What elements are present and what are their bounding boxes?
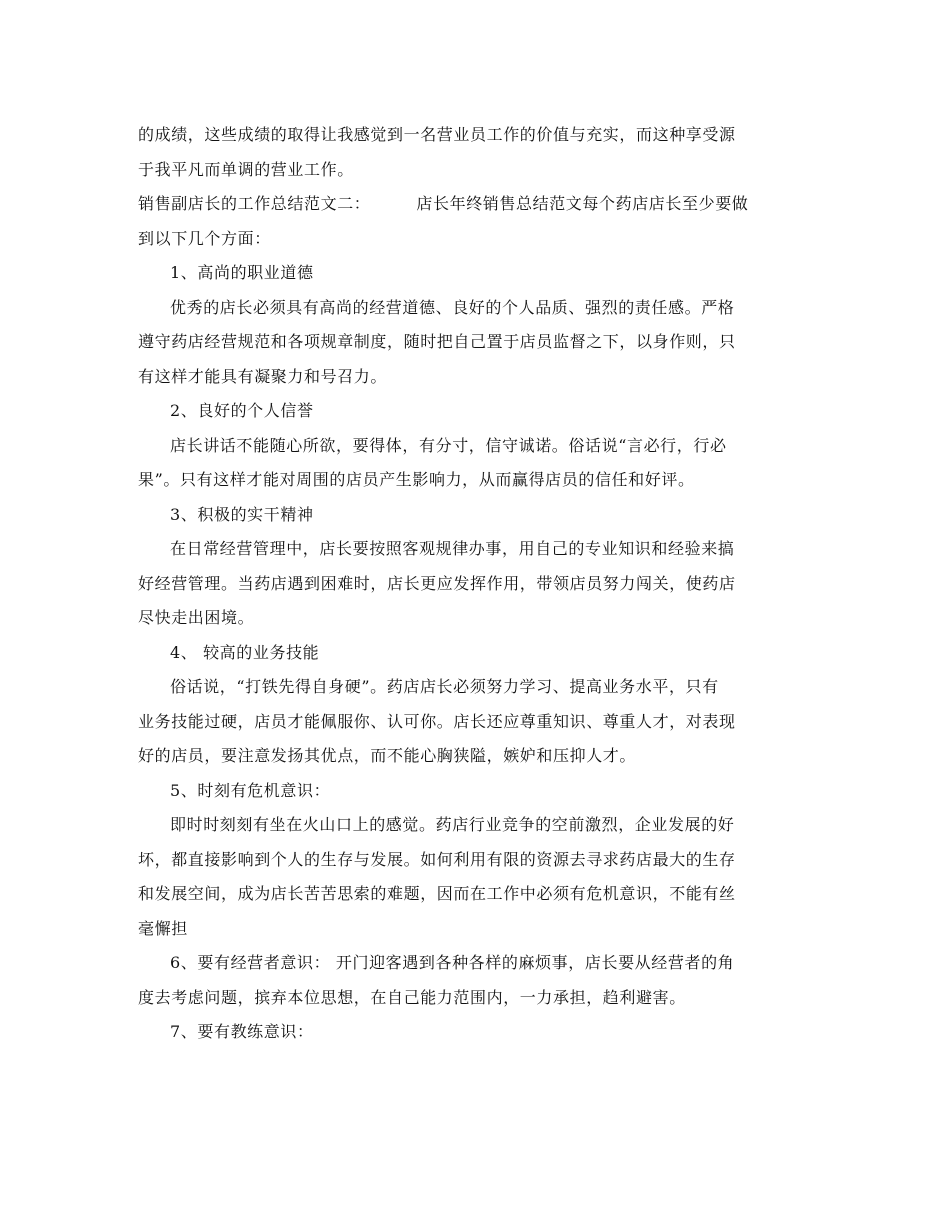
text-line-with-gap <box>138 187 818 222</box>
text-line: 遵守药店经营规范和各项规章制度，随时把自己置于店员监督之下，以身作则，只 <box>138 332 736 351</box>
text-line: 毫懈担 <box>138 918 188 938</box>
text-line: 店长讲话不能随心所欲，要得体，有分寸，信守诚诺。俗话说“言必行，行必 <box>170 435 727 455</box>
section-heading: 销售副店长的工作总结范文二： <box>138 194 371 213</box>
text-line: 有这样才能具有凝聚力和号召力。 <box>138 366 388 386</box>
text-line: 于我平凡而单调的营业工作。 <box>138 159 354 179</box>
text-line: 优秀的店长必须具有高尚的经营道德、良好的个人品质、强烈的责任感。严格 <box>170 297 735 317</box>
text-line: 尽快走出困境。 <box>138 608 255 627</box>
text-line: 俗话说，“打铁先得自身硬”。药店店长必须努力学习、提高业务水平，只有 <box>170 677 719 696</box>
text-line: 业务技能过硬，店员才能佩服你、认可你。店长还应尊重知识、尊重人才，对表现 <box>138 711 736 731</box>
list-item-heading: 7、要有教练意识： <box>170 1022 314 1041</box>
list-item-heading: 4、 较高的业务技能 <box>170 642 320 662</box>
text-line: 坏，都直接影响到个人的生存与发展。如何利用有限的资源去寻求药店最大的生存 <box>138 849 736 869</box>
list-item-heading: 5、时刻有危机意识： <box>170 780 331 800</box>
text-line: 好的店员，要注意发扬其优点，而不能心胸狭隘，嫉妒和压抑人才。 <box>138 746 637 765</box>
list-item-heading: 6、要有经营者意识： 开门迎客遇到各种各样的麻烦事，店长要从经营者的角 <box>170 953 735 972</box>
text-line: 的成绩，这些成绩的取得让我感觉到一名营业员工作的价值与充实，而这种享受源 <box>138 125 736 144</box>
list-item-heading: 1、高尚的职业道德 <box>170 263 314 282</box>
text-fragment: 店长年终销售总结范文每个药店店长至少要做 <box>416 194 749 213</box>
text-line: 到以下几个方面： <box>138 228 271 248</box>
text-line: 度去考虑问题，摈弃本位思想，在自己能力范围内，一力承担，趋利避害。 <box>138 987 686 1007</box>
text-line: 果”。只有这样才能对周围的店员产生影响力，从而赢得店员的信任和好评。 <box>138 470 695 489</box>
text-line: 和发展空间，成为店长苦苦思索的难题，因而在工作中必须有危机意识，不能有丝 <box>138 884 736 903</box>
list-item-heading: 3、积极的实干精神 <box>170 504 314 524</box>
document-page <box>138 118 818 1050</box>
list-item-heading: 2、良好的个人信誉 <box>170 401 314 420</box>
text-line: 即时时刻刻有坐在火山口上的感觉。药店行业竞争的空前激烈，企业发展的好 <box>170 815 735 834</box>
text-line: 在日常经营管理中，店长要按照客观规律办事，用自己的专业知识和经验来搞 <box>170 539 735 558</box>
text-line: 好经营管理。当药店遇到困难时，店长更应发挥作用，带领店员努力闯关，使药店 <box>138 573 736 593</box>
